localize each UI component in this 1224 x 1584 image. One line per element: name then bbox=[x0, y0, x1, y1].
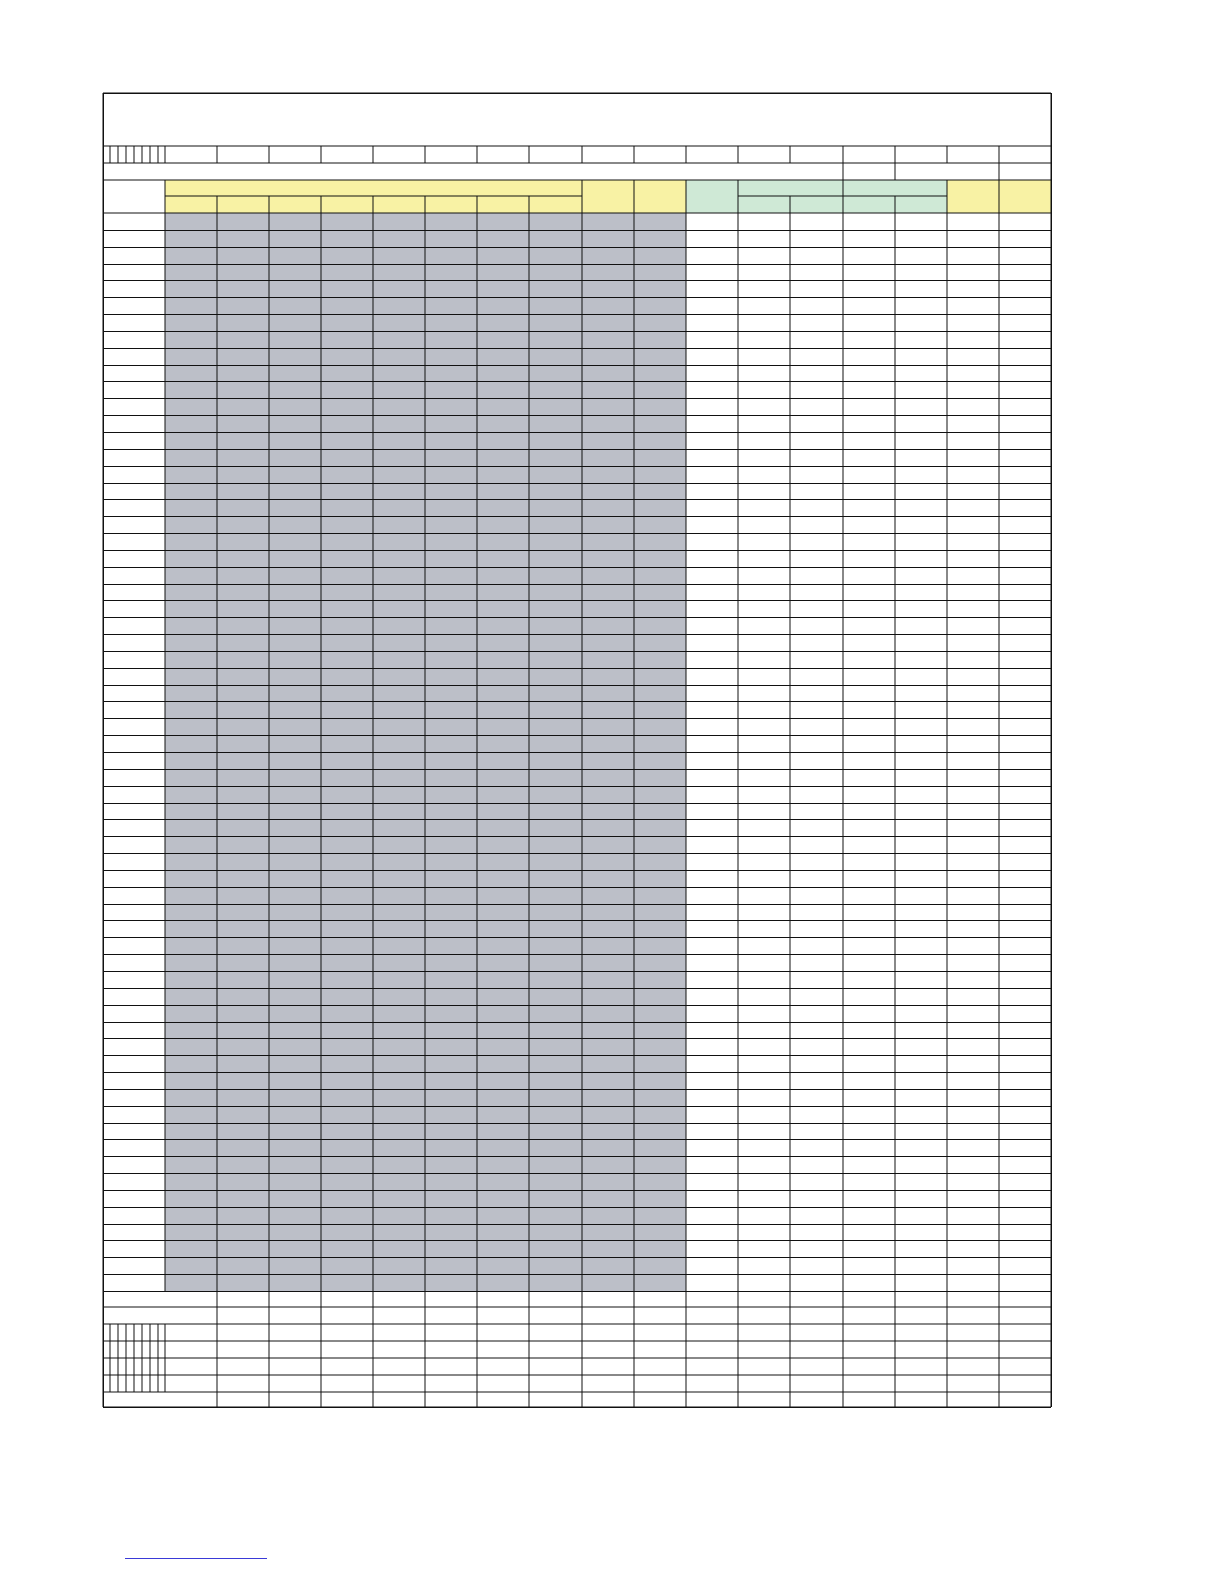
footer-link[interactable] bbox=[125, 1558, 267, 1559]
